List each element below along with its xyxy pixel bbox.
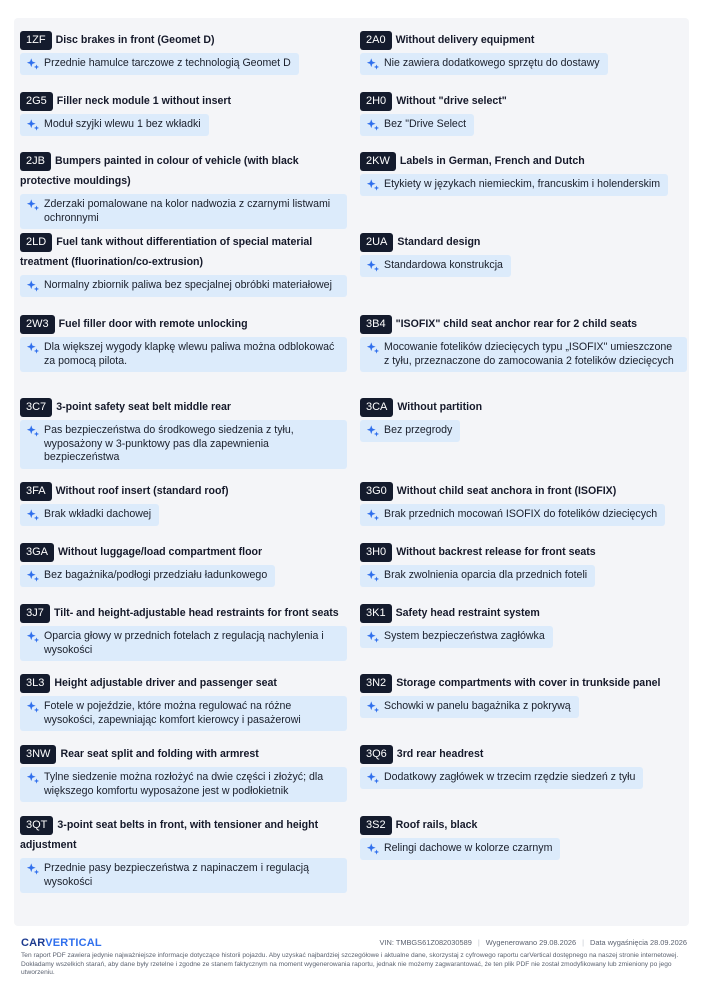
sparkle-icon xyxy=(26,424,40,438)
option-code-badge: 2A0 xyxy=(360,31,392,50)
translation-text: Brak przednich mocowań ISOFIX do fotelików dziecięcych xyxy=(384,508,658,520)
meta-divider: | xyxy=(477,938,480,947)
equipment-item xyxy=(360,314,687,372)
equipment-title-line xyxy=(20,744,347,764)
equipment-title-line xyxy=(360,603,687,623)
option-code-badge: 3B4 xyxy=(360,315,392,334)
sparkle-icon xyxy=(366,771,380,785)
right-column xyxy=(360,30,687,910)
equipment-title: Without child seat anchora in front (ISOFIX) xyxy=(396,485,617,497)
translation-box xyxy=(360,255,511,277)
sparkle-icon xyxy=(26,569,40,583)
translation-box xyxy=(20,696,347,731)
equipment-title-line xyxy=(360,744,687,764)
sparkle-icon xyxy=(26,862,40,876)
translation-text: Nie zawiera dodatkowego sprzętu do dostawy xyxy=(384,57,600,69)
sparkle-icon xyxy=(366,700,380,714)
translation-box xyxy=(20,626,347,661)
sparkle-icon xyxy=(366,259,380,273)
equipment-title: Without backrest release for front seats xyxy=(396,546,596,558)
equipment-title: Standard design xyxy=(397,236,481,248)
translation-box xyxy=(360,337,687,372)
translation-box xyxy=(360,114,474,136)
equipment-item xyxy=(20,673,347,731)
equipment-title: Roof rails, black xyxy=(395,819,478,831)
translation-text: Bez przegrody xyxy=(384,424,453,436)
option-code-badge: 2KW xyxy=(360,152,396,171)
equipment-item xyxy=(360,603,687,649)
option-code-badge: 2UA xyxy=(360,233,393,252)
equipment-title-line xyxy=(360,542,687,562)
equipment-title-line xyxy=(20,481,347,501)
equipment-title: Without delivery equipment xyxy=(395,34,535,46)
translation-text: Normalny zbiornik paliwa bez specjalnej obróbki materiałowej xyxy=(44,279,332,291)
translation-text: Relingi dachowe w kolorze czarnym xyxy=(384,842,553,854)
translation-box xyxy=(360,767,643,789)
translation-text: Bez "Drive Select xyxy=(384,118,467,130)
equipment-item xyxy=(20,314,347,372)
option-code-badge: 2LD xyxy=(20,233,52,252)
equipment-title: Without luggage/load compartment floor xyxy=(58,546,263,558)
option-code-badge: 3G0 xyxy=(360,482,393,501)
option-code-badge: 3J7 xyxy=(20,604,50,623)
equipment-item xyxy=(20,744,347,802)
translation-box xyxy=(20,420,347,469)
translation-box xyxy=(360,565,595,587)
sparkle-icon xyxy=(26,198,40,212)
sparkle-icon xyxy=(26,630,40,644)
equipment-title-line xyxy=(20,397,347,417)
equipment-title: 3-point seat belts in front, with tensioner and height adjustment xyxy=(20,819,319,851)
translation-text: Brak zwolnienia oparcia dla przednich foteli xyxy=(384,569,588,581)
equipment-title: Without roof insert (standard roof) xyxy=(55,485,229,497)
equipment-title: Without "drive select" xyxy=(396,95,507,107)
equipment-title: Filler neck module 1 without insert xyxy=(56,95,232,107)
equipment-item xyxy=(360,673,687,719)
equipment-title: Safety head restraint system xyxy=(395,607,540,619)
equipment-title-line xyxy=(360,673,687,693)
equipment-title-line xyxy=(360,232,687,252)
equipment-title-line xyxy=(20,673,347,693)
option-code-badge: 2G5 xyxy=(20,92,53,111)
logo-part2: VERTICAL xyxy=(45,937,102,949)
equipment-item xyxy=(20,232,347,297)
translation-text: Przednie pasy bezpieczeństwa z napinaczem i regulacją wysokości xyxy=(44,862,309,888)
translation-box xyxy=(360,626,553,648)
equipment-item xyxy=(360,91,687,137)
equipment-title: Labels in German, French and Dutch xyxy=(399,155,585,167)
translation-box xyxy=(20,53,299,75)
equipment-item xyxy=(20,151,347,229)
sparkle-icon xyxy=(366,842,380,856)
equipment-title: Fuel tank without differentiation of special material treatment (fluorination/co-extrusion) xyxy=(20,236,313,268)
equipment-item xyxy=(360,397,687,443)
equipment-title: 3rd rear headrest xyxy=(396,748,484,760)
translation-box xyxy=(20,275,347,297)
translation-text: Bez bagażnika/podłogi przedziału ładunkowego xyxy=(44,569,268,581)
sparkle-icon xyxy=(26,279,40,293)
translation-text: Przednie hamulce tarczowe z technologią Geomet D xyxy=(44,57,291,69)
translation-text: Schowki w panelu bagażnika z pokrywą xyxy=(384,700,571,712)
option-code-badge: 2H0 xyxy=(360,92,392,111)
translation-text: Etykiety w językach niemieckim, francuskim i holenderskim xyxy=(384,178,661,190)
equipment-title-line xyxy=(20,151,347,191)
equipment-item xyxy=(20,815,347,893)
equipment-grid xyxy=(20,30,684,910)
option-code-badge: 3H0 xyxy=(360,543,392,562)
equipment-item xyxy=(360,542,687,588)
equipment-title-line xyxy=(360,815,687,835)
equipment-item xyxy=(20,603,347,661)
translation-box xyxy=(20,767,347,802)
equipment-item xyxy=(360,744,687,790)
equipment-item xyxy=(20,481,347,527)
translation-box xyxy=(360,53,608,75)
equipment-title-line xyxy=(20,232,347,272)
carvertical-logo xyxy=(21,937,102,949)
equipment-title-line xyxy=(20,603,347,623)
translation-box xyxy=(20,504,159,526)
sparkle-icon xyxy=(366,424,380,438)
sparkle-icon xyxy=(26,771,40,785)
equipment-panel xyxy=(14,18,689,926)
equipment-title: Storage compartments with cover in trunkside panel xyxy=(396,677,661,689)
sparkle-icon xyxy=(366,341,380,355)
equipment-title-line xyxy=(20,542,347,562)
translation-text: Mocowanie fotelików dziecięcych typu „ISOFIX" umieszczone z tyłu, przeznaczone do zamocowania 2 fotelików dziecięcych xyxy=(384,341,674,367)
option-code-badge: 2W3 xyxy=(20,315,55,334)
equipment-item xyxy=(20,397,347,469)
option-code-badge: 3C7 xyxy=(20,398,52,417)
option-code-badge: 3Q6 xyxy=(360,745,393,764)
translation-text: Dla większej wygody klapkę wlewu paliwa można odblokować za pomocą pilota. xyxy=(44,341,335,367)
sparkle-icon xyxy=(366,508,380,522)
translation-text: System bezpieczeństwa zagłówka xyxy=(384,630,545,642)
equipment-title-line xyxy=(360,397,687,417)
option-code-badge: 3K1 xyxy=(360,604,392,623)
sparkle-icon xyxy=(366,569,380,583)
sparkle-icon xyxy=(26,57,40,71)
equipment-title: Rear seat split and folding with armrest xyxy=(60,748,259,760)
translation-box xyxy=(20,114,209,136)
left-column xyxy=(20,30,347,910)
option-code-badge: 1ZF xyxy=(20,31,52,50)
equipment-title: Bumpers painted in colour of vehicle (with black protective mouldings) xyxy=(20,155,299,187)
sparkle-icon xyxy=(26,508,40,522)
equipment-title-line xyxy=(360,481,687,501)
translation-text: Brak wkładki dachowej xyxy=(44,508,152,520)
translation-text: Pas bezpieczeństwa do środkowego siedzenia z tyłu, wyposażony w 3-punktowy pas dla zapewnienia bezpieczeństwa xyxy=(44,424,294,463)
sparkle-icon xyxy=(366,178,380,192)
translation-text: Standardowa konstrukcja xyxy=(384,259,503,271)
translation-box xyxy=(20,337,347,372)
equipment-item xyxy=(360,481,687,527)
sparkle-icon xyxy=(26,118,40,132)
option-code-badge: 3GA xyxy=(20,543,54,562)
equipment-item xyxy=(20,30,347,76)
equipment-title: Tilt- and height-adjustable head restraints for front seats xyxy=(54,607,339,619)
equipment-item xyxy=(360,232,687,278)
equipment-title: 3-point safety seat belt middle rear xyxy=(56,401,232,413)
translation-box xyxy=(360,504,665,526)
translation-box xyxy=(360,696,579,718)
sparkle-icon xyxy=(26,700,40,714)
equipment-title: Height adjustable driver and passenger seat xyxy=(54,677,277,689)
translation-text: Zderzaki pomalowane na kolor nadwozia z czarnymi listwami ochronnymi xyxy=(44,198,331,224)
translation-text: Oparcia głowy w przednich fotelach z regulacją nachylenia i wysokości xyxy=(44,630,324,656)
translation-box xyxy=(20,194,347,229)
sparkle-icon xyxy=(366,57,380,71)
equipment-title-line xyxy=(360,30,687,50)
sparkle-icon xyxy=(366,630,380,644)
translation-box xyxy=(20,858,347,893)
equipment-title: "ISOFIX" child seat anchor rear for 2 child seats xyxy=(395,318,637,330)
translation-text: Fotele w pojeździe, które można regulować na różne wysokości, zapewniając komfort kierowcy i pasażerowi xyxy=(44,700,301,726)
vin-text: VIN: TMBGS61Z082030589 xyxy=(379,938,472,947)
option-code-badge: 3FA xyxy=(20,482,52,501)
translation-box xyxy=(360,420,460,442)
translation-text: Dodatkowy zagłówek w trzecim rzędzie siedzeń z tyłu xyxy=(384,771,636,783)
equipment-item xyxy=(360,30,687,76)
expiry-date: Data wygaśnięcia 28.09.2026 xyxy=(590,938,687,947)
equipment-title-line xyxy=(360,314,687,334)
equipment-title-line xyxy=(20,30,347,50)
equipment-title: Without partition xyxy=(397,401,483,413)
equipment-item xyxy=(360,151,687,197)
equipment-title-line xyxy=(360,151,687,171)
equipment-item xyxy=(20,542,347,588)
disclaimer-text: Ten raport PDF zawiera jedynie najważniejsze informacje dotyczące historii pojazdu. Aby uzyskać najbardziej szczegółowe i aktualne dane, skorzystaj z cyfrowego raportu carVertical dostępnego na naszej stronie internetowej. Dokładamy wszelkich starań, aby dane były rzetelne i zgodne ze stanem faktycznym na moment wygenerowania raportu, jednak nie możemy zagwarantować, że ten plik PDF nie został zmodyfikowany lub zmieniony po jego utworzeniu. xyxy=(21,952,679,977)
sparkle-icon xyxy=(26,341,40,355)
option-code-badge: 3N2 xyxy=(360,674,392,693)
equipment-title-line xyxy=(20,314,347,334)
option-code-badge: 3S2 xyxy=(360,816,392,835)
equipment-item xyxy=(360,815,687,861)
generated-date: Wygenerowano 29.08.2026 xyxy=(485,938,577,947)
equipment-item xyxy=(20,91,347,137)
meta-divider: | xyxy=(582,938,585,947)
option-code-badge: 2JB xyxy=(20,152,51,171)
translation-text: Tylne siedzenie można rozłożyć na dwie części i złożyć; dla większego komfortu wyposażone jest w podłokietnik xyxy=(44,771,324,797)
option-code-badge: 3CA xyxy=(360,398,393,417)
translation-box xyxy=(20,565,275,587)
equipment-title: Disc brakes in front (Geomet D) xyxy=(55,34,215,46)
option-code-badge: 3NW xyxy=(20,745,56,764)
equipment-title-line xyxy=(360,91,687,111)
option-code-badge: 3QT xyxy=(20,816,53,835)
equipment-title-line xyxy=(20,91,347,111)
translation-text: Moduł szyjki wlewu 1 bez wkładki xyxy=(44,118,201,130)
equipment-title-line xyxy=(20,815,347,855)
option-code-badge: 3L3 xyxy=(20,674,50,693)
sparkle-icon xyxy=(366,118,380,132)
report-meta xyxy=(380,938,687,947)
logo-part1: CAR xyxy=(21,937,46,949)
translation-box xyxy=(360,838,560,860)
translation-box xyxy=(360,174,668,196)
equipment-title: Fuel filler door with remote unlocking xyxy=(58,318,248,330)
